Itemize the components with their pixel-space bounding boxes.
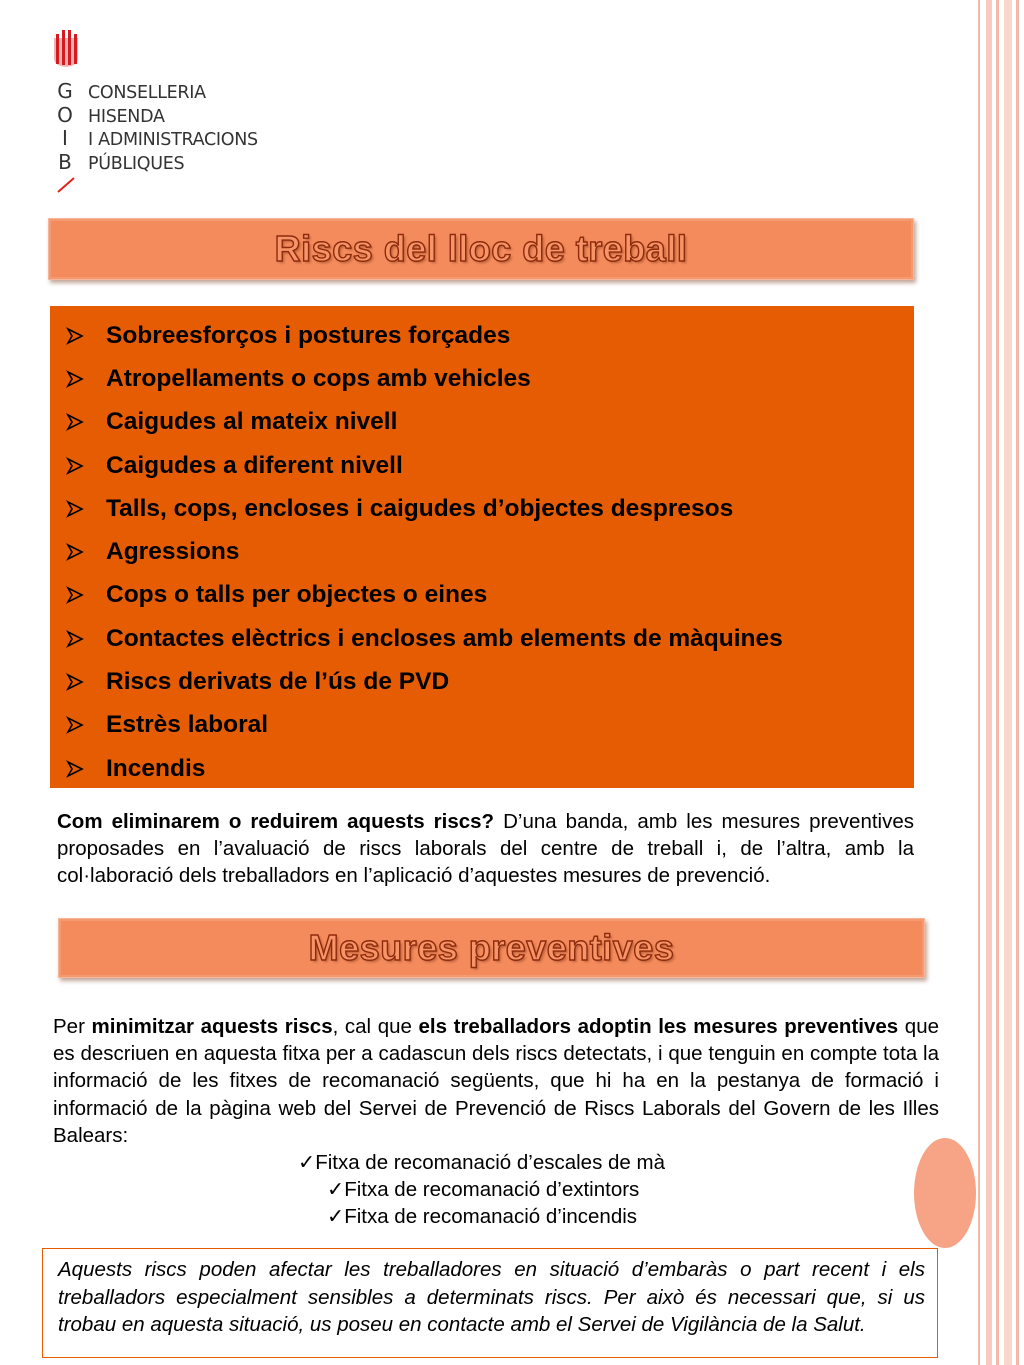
checkmark-icon: ✓ <box>298 1151 316 1174</box>
list-item <box>66 401 914 444</box>
department-name <box>88 82 328 176</box>
arrow-bullet-icon <box>66 716 106 734</box>
risk-label: Sobreesforços i postures forçades <box>106 321 511 349</box>
department-line: I ADMINISTRACIONS <box>88 130 258 150</box>
risk-label: Incendis <box>106 754 206 782</box>
text-run: , cal que <box>332 1015 419 1038</box>
section-title: Mesures preventives <box>308 927 675 968</box>
logo-slash-icon <box>56 176 76 194</box>
risk-label: Estrès laboral <box>106 711 269 739</box>
list-item <box>66 444 914 487</box>
section-title-banner <box>58 918 925 978</box>
checkmark-icon: ✓ <box>327 1205 345 1229</box>
arrow-bullet-icon <box>66 500 106 518</box>
section-title-banner <box>48 218 914 280</box>
checklist-label: Fitxa de recomanació d’extintors <box>344 1178 640 1202</box>
arrow-bullet-icon <box>66 457 106 475</box>
list-item <box>66 487 914 530</box>
department-line: HISENDA <box>88 106 165 127</box>
intro-question: Com eliminarem o reduirem aquests riscs? <box>57 810 495 833</box>
text-run-bold: els treballadors adoptin les mesures preventives <box>418 1015 899 1038</box>
department-line: PÚBLIQUES <box>88 153 185 174</box>
decorative-stripe <box>978 0 980 1365</box>
checklist-label: Fitxa de recomanació d’escales de mà <box>315 1151 665 1174</box>
logo-letter: B <box>58 149 72 174</box>
list-item <box>66 660 914 703</box>
crest-icon <box>52 28 80 68</box>
decorative-oval <box>914 1138 976 1248</box>
arrow-bullet-icon <box>66 673 106 691</box>
list-item <box>66 314 914 357</box>
risk-label: Agressions <box>106 538 240 566</box>
measures-paragraph <box>53 1013 939 1149</box>
risk-label: Caigudes al mateix nivell <box>106 408 398 436</box>
list-item <box>66 357 914 400</box>
checklist-item <box>327 1176 639 1203</box>
decorative-stripe <box>1016 0 1019 1365</box>
goib-letters <box>50 80 80 174</box>
decorative-stripe <box>996 0 999 1365</box>
department-line: CONSELLERIA <box>88 83 206 103</box>
checklist-item <box>298 1149 665 1176</box>
intro-paragraph <box>57 808 914 889</box>
note-text: Aquests riscs poden afectar les treballadores en situació d’embaràs o part recent i els treballadors especialment sensibles a determinats riscs. Per això és necessari que, si us trobau en aquesta situació, us poseu en contacte amb el Servei de Vigilància de la Salut. <box>58 1258 925 1336</box>
logo-letter: G <box>57 79 73 103</box>
decorative-stripe <box>986 0 992 1365</box>
intro-answer: D’una banda, amb les mesures preventives proposades en l’avaluació de riscs laborals del centre de treball i, de l’altra, amb la col·laboració dels treballadors en l’aplicació d’aquestes mesures de prevenció. <box>57 810 914 887</box>
risk-label: Contactes elèctrics i encloses amb elements de màquines <box>106 624 783 652</box>
logo-letter: I <box>62 126 68 150</box>
risk-label: Talls, cops, encloses i caigudes d’objectes despresos <box>106 494 734 522</box>
warning-note <box>42 1248 938 1358</box>
checklist-item <box>327 1203 637 1230</box>
risk-label: Atropellaments o cops amb vehicles <box>106 364 531 392</box>
risks-list <box>50 306 914 790</box>
checkmark-icon: ✓ <box>327 1178 345 1202</box>
list-item <box>66 617 914 660</box>
arrow-bullet-icon <box>66 413 106 431</box>
risk-label: Riscs derivats de l’ús de PVD <box>106 668 450 696</box>
arrow-bullet-icon <box>66 327 106 345</box>
checklist-label: Fitxa de recomanació d’incendis <box>344 1205 638 1229</box>
arrow-bullet-icon <box>66 370 106 388</box>
risks-box <box>50 306 914 788</box>
logo-letter: O <box>57 102 73 127</box>
arrow-bullet-icon <box>66 760 106 778</box>
risk-label: Caigudes a diferent nivell <box>106 451 403 479</box>
arrow-bullet-icon <box>66 630 106 648</box>
arrow-bullet-icon <box>66 586 106 604</box>
arrow-bullet-icon <box>66 543 106 561</box>
text-run: Per <box>53 1015 92 1038</box>
list-item <box>66 530 914 573</box>
list-item <box>66 747 914 790</box>
section-title: Riscs del lloc de treball <box>274 228 688 269</box>
text-run-bold: minimitzar aquests riscs <box>91 1015 333 1038</box>
decorative-stripe <box>1004 0 1012 1365</box>
list-item <box>66 704 914 747</box>
list-item <box>66 574 914 617</box>
text-run: que es descriuen en aquesta fitxa per a cadascun dels riscs detectats, i que tenguin en compte tota la informació de les fitxes de recomanació següents, que hi ha en la pestanya de formació i informació de la pàgina web del Servei de Prevenció de Riscs Laborals del Govern de les Illes Balears: <box>53 1015 939 1147</box>
risk-label: Cops o talls per objectes o eines <box>106 581 488 609</box>
